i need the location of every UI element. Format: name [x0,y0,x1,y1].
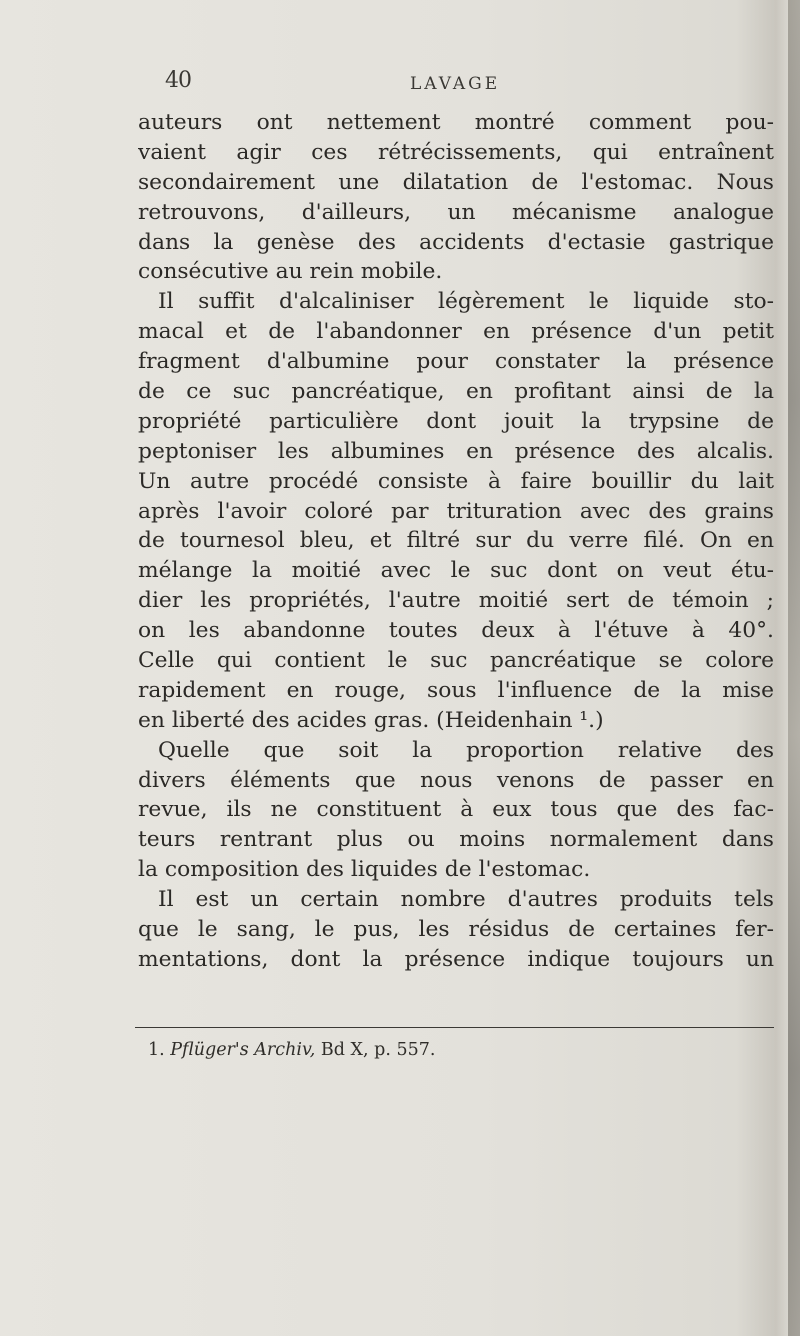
text-line: divers éléments que nous venons de passer en [138,767,774,793]
text-line: Quelle que soit la proportion relative des [158,737,774,763]
text-line: la composition des liquides de l'estomac. [138,857,591,883]
text-line: macal et de l'abandonner en présence d'un petit [138,319,774,345]
text-line: dans la genèse des accidents d'ectasie gastrique [138,229,774,255]
text-line: propriété particulière dont jouit la trypsine de [138,408,774,434]
text-line: teurs rentrant plus ou moins normalement dans [138,827,774,853]
text-line: revue, ils ne constituent à eux tous que des fac- [138,797,774,823]
text-line: de tournesol bleu, et filtré sur du verre filé. On en [138,528,774,554]
text-line: auteurs ont nettement montré comment pou- [138,110,774,135]
page-header [0,66,800,96]
text-line: peptoniser les albumines en présence des alcalis. [138,438,774,464]
text-line: mentations, dont la présence indique toujours un [138,946,774,972]
text-line: on les abandonne toutes deux à l'étuve à 40°. [138,618,774,644]
page-edge-shadow [788,0,800,1336]
text-line: consécutive au rein mobile. [138,259,443,285]
text-line: en liberté des acides gras. (Heidenhain ¹.) [138,707,604,733]
text-line: mélange la moitié avec le suc dont on veut étu- [138,558,774,584]
text-line: Il est un certain nombre d'autres produits tels [158,887,774,913]
footnote-rule [135,1027,774,1028]
footnote [148,1040,435,1060]
running-title: LAVAGE [410,74,501,94]
text-line: dier les propriétés, l'autre moitié sert de témoin ; [138,588,774,614]
text-line: vaient agir ces rétrécissements, qui entraînent [138,139,774,165]
text-line: Celle qui contient le suc pancréatique se colore [138,648,774,674]
footnote-number: 1. [148,1040,165,1060]
text-line: que le sang, le pus, les résidus de certaines fer- [138,917,774,943]
footnote-source: Pflüger's Archiv, [170,1040,316,1060]
text-line: de ce suc pancréatique, en profitant ainsi de la [138,379,774,405]
body-text [138,108,774,975]
text-line: Il suffit d'alcaliniser légèrement le liquide sto- [158,289,774,315]
page-number: 40 [165,68,191,93]
text-line: Un autre procédé consiste à faire bouillir du lait [138,468,774,494]
footnote-reference: Bd X, p. 557. [320,1040,436,1060]
text-line: retrouvons, d'ailleurs, un mécanisme analogue [138,199,774,225]
text-line: fragment d'albumine pour constater la présence [138,349,774,375]
text-line: rapidement en rouge, sous l'influence de la mise [138,677,774,703]
text-line: après l'avoir coloré par trituration avec des grains [138,498,774,524]
text-line: secondairement une dilatation de l'estomac. Nous [138,169,774,195]
